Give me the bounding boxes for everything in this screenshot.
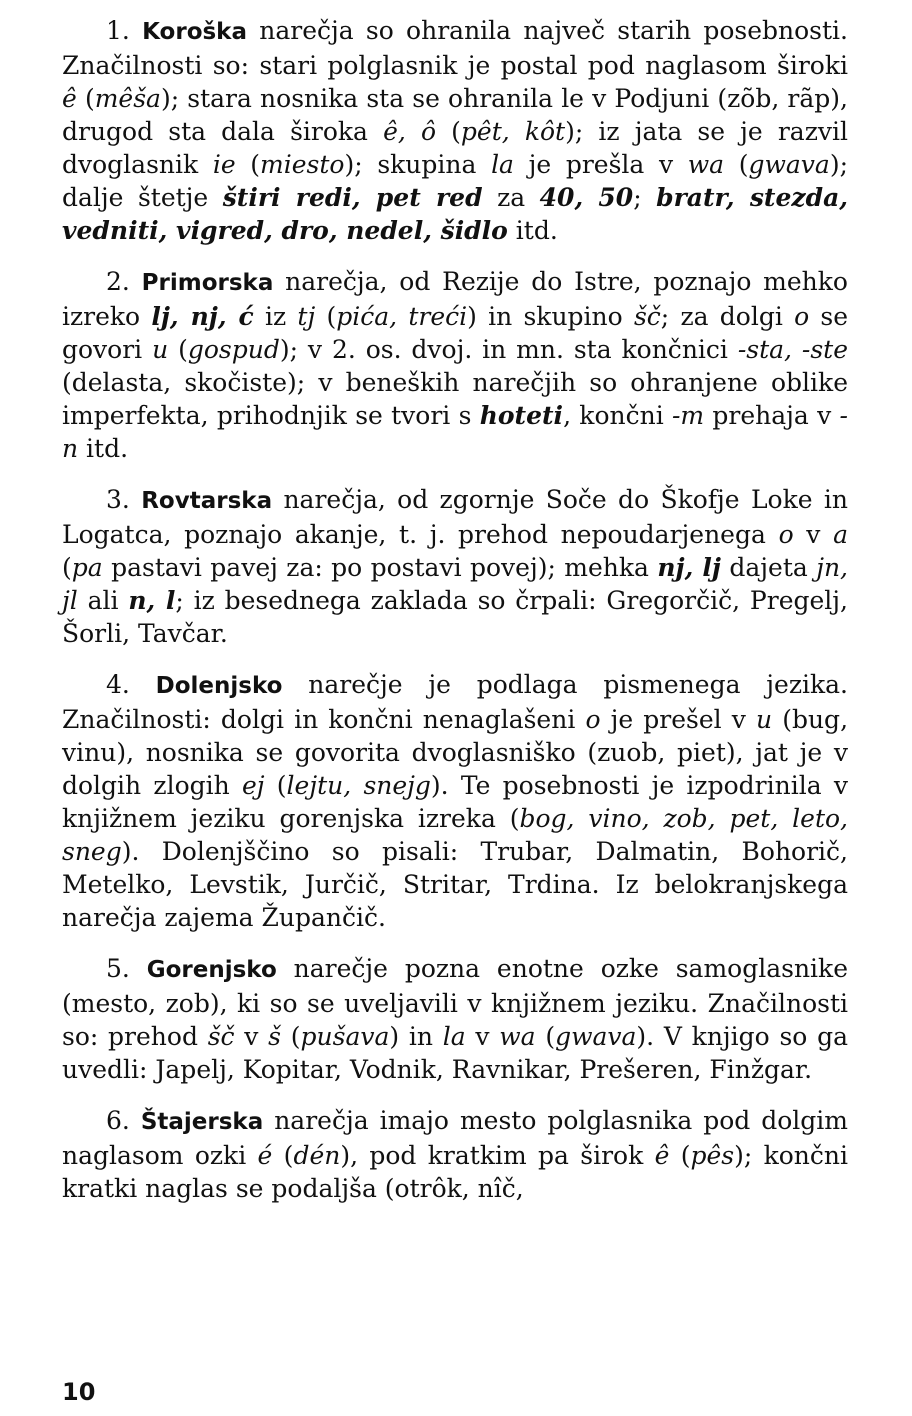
paragraph-koroska [62, 14, 848, 247]
paragraph-body [62, 670, 848, 932]
text-run: ali [77, 586, 129, 615]
paragraph-number: 4. [106, 670, 130, 699]
paragraph-body [62, 16, 848, 245]
emphasized-term: dén [293, 1141, 341, 1170]
text-run: ( [235, 150, 261, 179]
text-run: narečja imajo mesto polglasnika pod dolgim naglasom ozki [62, 1106, 848, 1170]
text-run: ( [272, 1141, 294, 1170]
emphasized-term: o [794, 302, 810, 331]
dialect-heading: Koroška [142, 19, 247, 45]
text-run: narečja so ohranila največ starih posebnosti. Značilnosti so: stari polglasnik je postal pod naglasom široki [62, 16, 848, 80]
emphasized-term: -m [671, 401, 705, 430]
text-run: narečje je podlaga pismenega jezika. Značilnosti: dolgi in končni nenaglašeni [62, 670, 848, 734]
text-run: v [234, 1022, 269, 1051]
text-run: ; za dolgi [660, 302, 795, 331]
text-run: itd. [78, 434, 129, 463]
emphasized-term: ê [654, 1141, 670, 1170]
text-run: itd. [507, 216, 558, 245]
emphasized-term: n, l [128, 586, 176, 615]
emphasized-term: šč [633, 302, 661, 331]
text-run: narečja, od Rezije do Istre, poznajo mehko izreko [62, 267, 848, 331]
emphasized-term: nj, lj [657, 553, 721, 582]
text-run: ( [62, 553, 72, 582]
paragraph-number: 5. [106, 954, 130, 983]
text-run: ( [168, 335, 188, 364]
paragraph-primorska [62, 265, 848, 465]
dialect-heading: Rovtarska [141, 488, 273, 514]
emphasized-term: pêt, kôt [460, 117, 566, 146]
emphasized-term: gwava [748, 150, 830, 179]
text-run: v [793, 520, 834, 549]
text-run: ( [315, 302, 337, 331]
text-run: ) in skupino [467, 302, 634, 331]
text-run: se govori [62, 302, 848, 364]
emphasized-term: hoteti [479, 401, 564, 430]
paragraph-gorenjsko [62, 952, 848, 1086]
paragraph-number: 2. [106, 267, 130, 296]
text-run: ( [264, 771, 287, 800]
emphasized-term: o [585, 705, 601, 734]
emphasized-term: ê, ô [383, 117, 437, 146]
emphasized-term: u [152, 335, 169, 364]
text-run: narečje pozna enotne ozke samoglasnike (mesto, zob), ki so se uveljavili v knjižnem jeziku. Značilnosti so: prehod [62, 954, 848, 1051]
paragraph-body [62, 267, 848, 463]
text-run: (bug, vinu), nosnika se govorita dvoglasniško (zuob, piet), jat je v dolgih zlogih [62, 705, 849, 800]
text-run: ( [724, 150, 749, 179]
emphasized-term: mêša [94, 84, 161, 113]
text-run: je prešla v [513, 150, 688, 179]
text-run: ); v 2. os. dvoj. in mn. sta končnici [279, 335, 738, 364]
emphasized-term: wa [687, 150, 725, 179]
text-run: ), pod kratkim pa širok [340, 1141, 655, 1170]
dialect-heading: Primorska [141, 270, 274, 296]
text-run: (delasta, skočiste); v beneških narečjih so ohranjene oblike imperfekta, prihodnjik se tvori s [62, 368, 848, 430]
text-run: ( [76, 84, 95, 113]
paragraph-stajerska [62, 1104, 848, 1205]
emphasized-term: pića, treći [336, 302, 468, 331]
text-run: ; iz besednega zaklada so črpali: Gregorčič, Pregelj, Šorli, Tavčar. [62, 586, 848, 648]
emphasized-term: la [442, 1022, 466, 1051]
text-run: za [482, 183, 540, 212]
page-number: 10 [62, 1378, 96, 1406]
text-run: ( [535, 1022, 556, 1051]
text-run: je prešel v [600, 705, 756, 734]
emphasized-term: jn, jl [62, 553, 848, 615]
text-run: ( [281, 1022, 301, 1051]
emphasized-term: pa [71, 553, 103, 582]
emphasized-term: 40, 50 [539, 183, 634, 212]
dialect-heading: Dolenjsko [155, 673, 283, 699]
emphasized-term: wa [499, 1022, 536, 1051]
emphasized-term: š [268, 1022, 282, 1051]
page-text [62, 14, 848, 1223]
emphasized-term: o [778, 520, 794, 549]
emphasized-term: la [491, 150, 514, 179]
emphasized-term: ej [241, 771, 265, 800]
emphasized-term: lejtu, snejg [286, 771, 431, 800]
text-run: ). Dolenjščino so pisali: Trubar, Dalmatin, Bohorič, Metelko, Levstik, Jurčič, Stritar, Trdina. Iz belokranjskega narečja zajema Župančič. [62, 837, 848, 932]
paragraph-dolenjsko [62, 668, 848, 934]
text-run: iz [253, 302, 298, 331]
text-run: v [465, 1022, 500, 1051]
text-run: ( [669, 1141, 691, 1170]
emphasized-term: é [257, 1141, 273, 1170]
text-run: prehaja v [704, 401, 840, 430]
dialect-heading: Štajerska [140, 1109, 264, 1135]
emphasized-term: ê [62, 84, 77, 113]
emphasized-term: gwava [555, 1022, 637, 1051]
dialect-heading: Gorenjsko [146, 957, 277, 983]
emphasized-term: ie [212, 150, 236, 179]
emphasized-term: -n [62, 401, 848, 463]
text-run: narečja, od zgornje Soče do Škofje Loke in Logatca, poznajo akanje, t. j. prehod nepoudarjenega [62, 485, 848, 549]
emphasized-term: bratr, stezda, vedniti, vigred, dro, nedel, šidlo [62, 183, 848, 245]
text-run: ); stara nosnika sta se ohranila le v Podjuni (zõb, rãp), drugod sta dala široka [62, 84, 848, 146]
text-run: ); skupina [344, 150, 492, 179]
emphasized-term: lj, nj, ć [151, 302, 254, 331]
emphasized-term: bog, vino, zob, pet, leto, sneg [62, 804, 848, 866]
emphasized-term: šč [207, 1022, 235, 1051]
text-run: ; [633, 183, 657, 212]
emphasized-term: gospud [187, 335, 280, 364]
paragraph-number: 6. [106, 1106, 130, 1135]
emphasized-term: u [755, 705, 773, 734]
paragraph-number: 3. [106, 485, 130, 514]
text-run: pastavi pavej za: po postavi povej); mehka [102, 553, 658, 582]
emphasized-term: pušava [300, 1022, 390, 1051]
emphasized-term: miesto [260, 150, 345, 179]
paragraph-number: 1. [106, 16, 130, 45]
text-run: ); končni kratki naglas se podaljša (otrôk, nîč, [62, 1141, 849, 1203]
paragraph-rovtarska [62, 483, 848, 650]
text-run: dajeta [720, 553, 817, 582]
text-run: ) in [389, 1022, 443, 1051]
emphasized-term: pês [690, 1141, 735, 1170]
emphasized-term: tj [297, 302, 316, 331]
emphasized-term: a [833, 520, 848, 549]
text-run: ). Te posebnosti je izpodrinila v knjižnem jeziku gorenjska izreka ( [62, 771, 848, 833]
text-run: ). V knjigo so ga uvedli: Japelj, Kopitar, Vodnik, Ravnikar, Prešeren, Finžgar. [62, 1022, 848, 1084]
emphasized-term: štiri redi, pet red [222, 183, 483, 212]
emphasized-term: -sta, -ste [737, 335, 849, 364]
text-run: ); dalje štetje [62, 150, 849, 212]
text-run: ( [436, 117, 461, 146]
text-run: ); iz jata se je razvil dvoglasnik [62, 117, 848, 179]
text-run: , končni [563, 401, 672, 430]
